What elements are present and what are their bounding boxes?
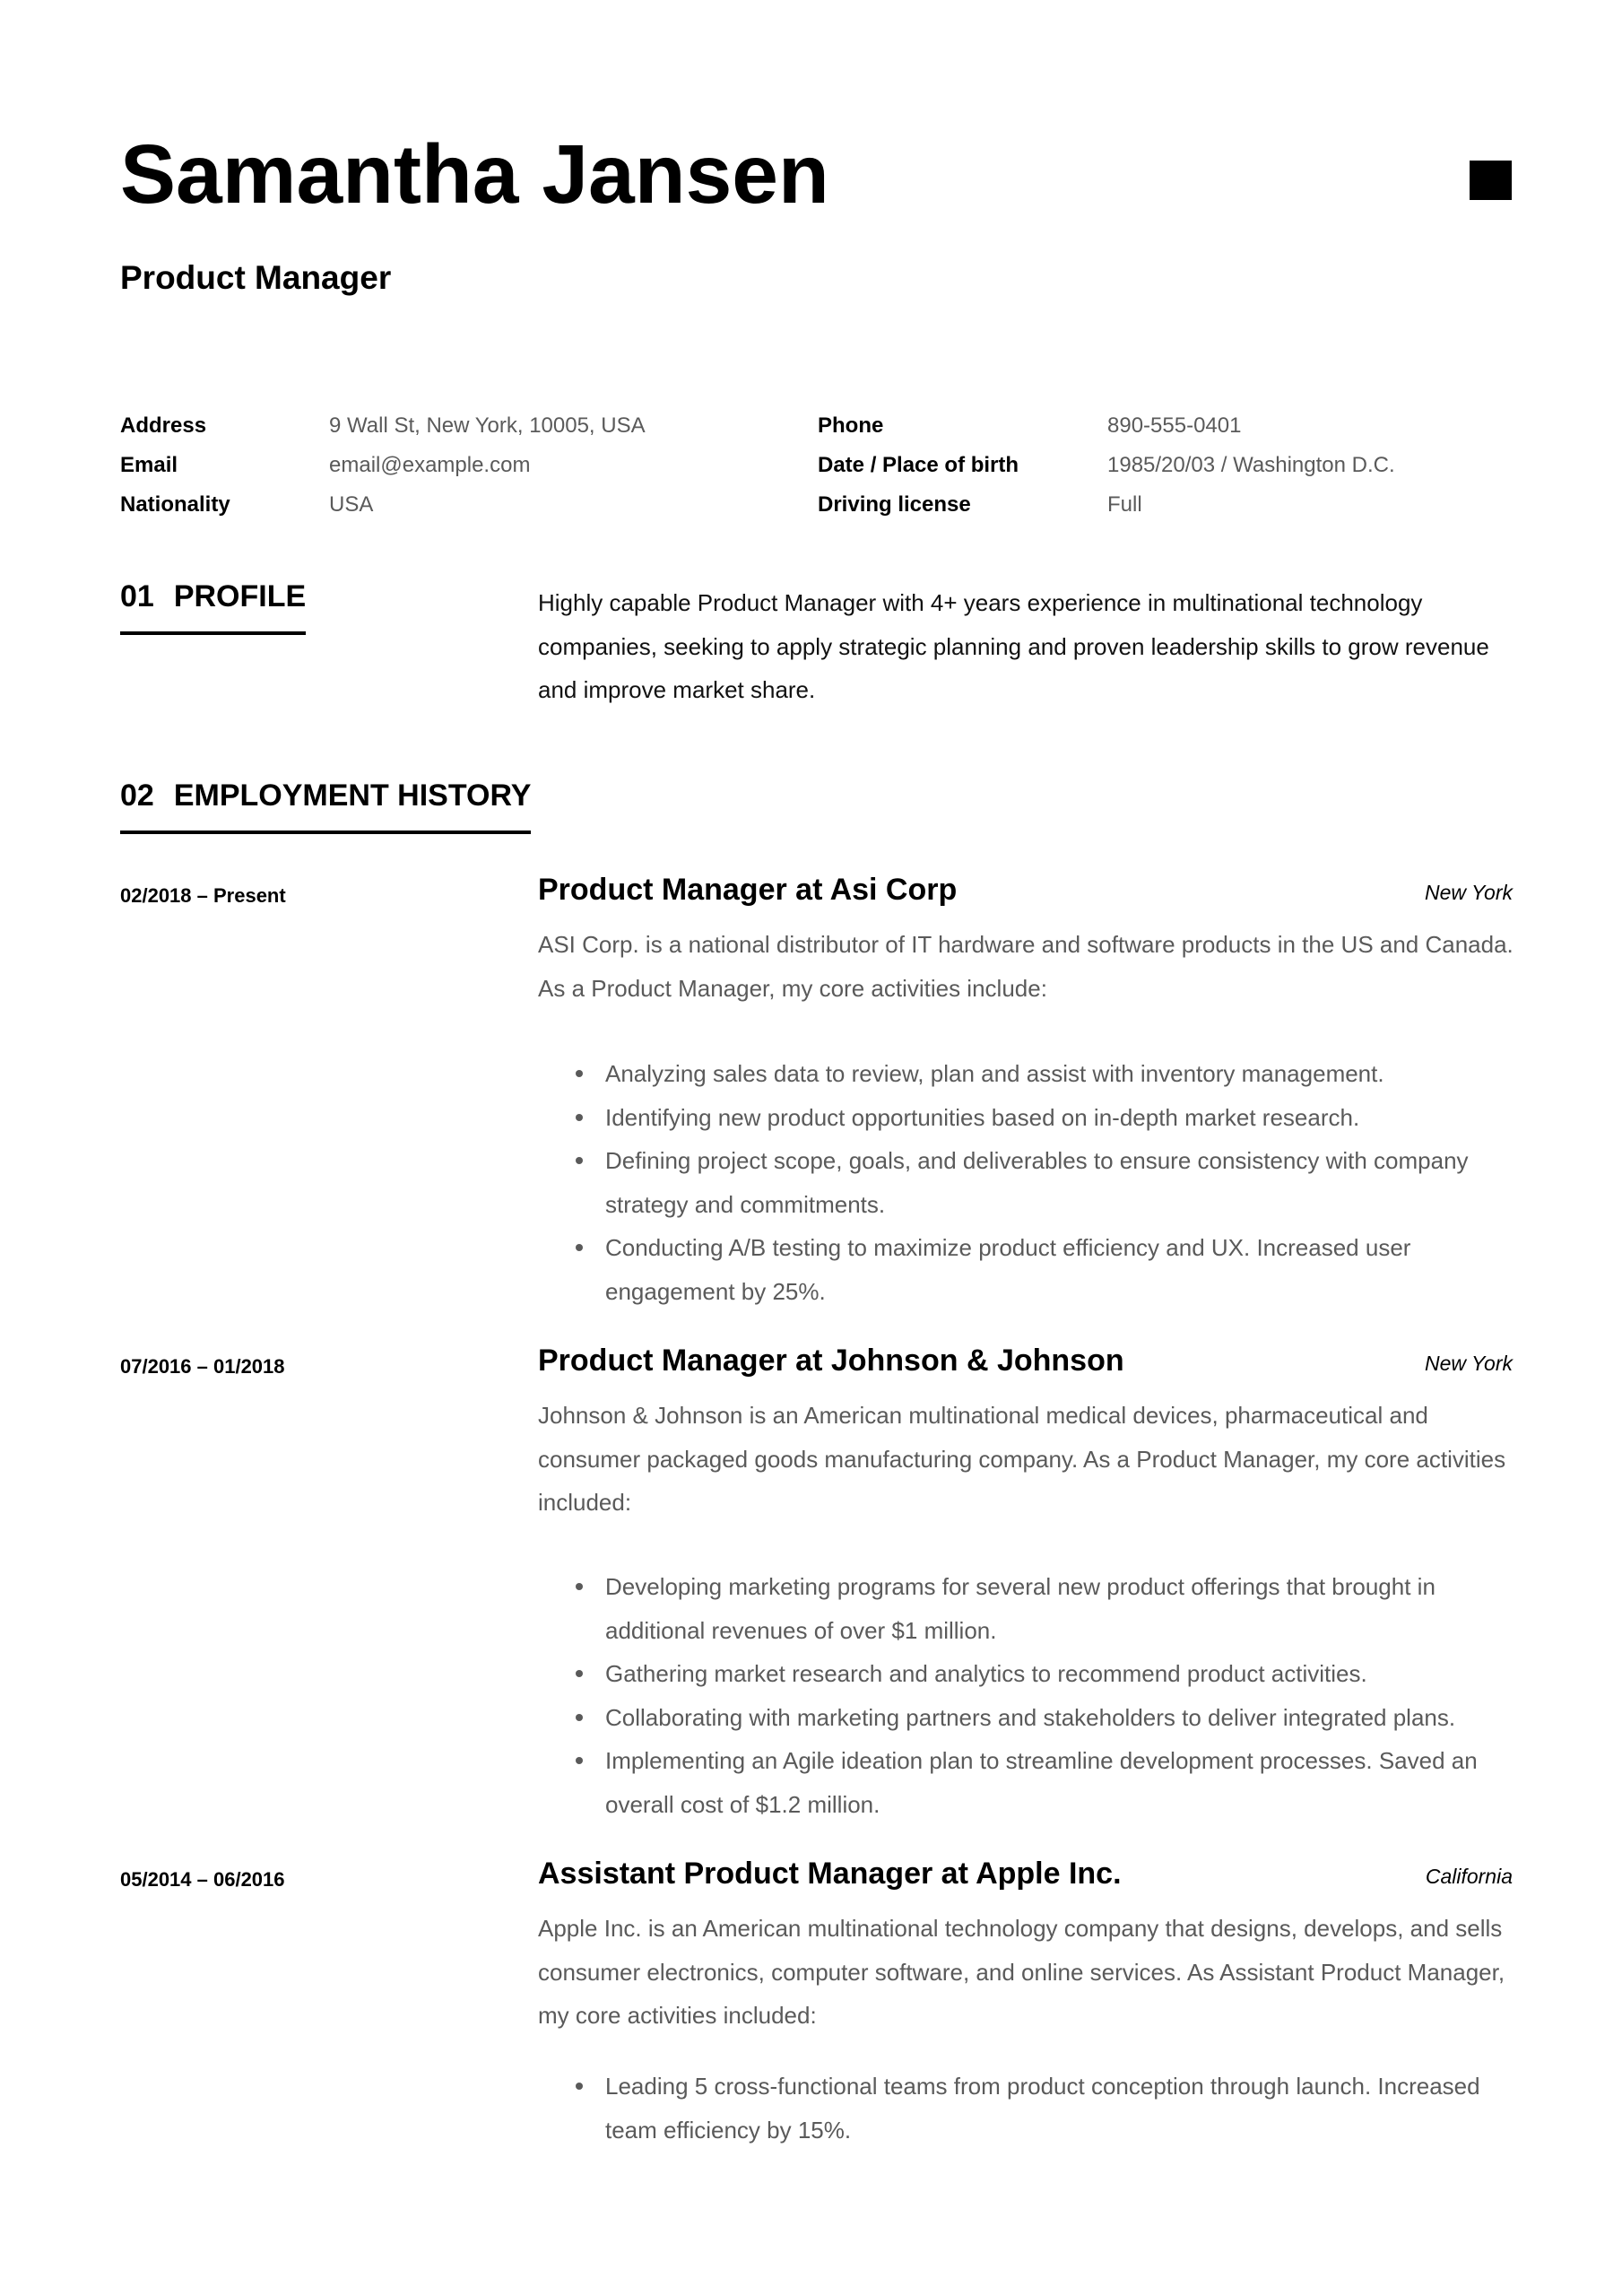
detail-value: 890-555-0401 bbox=[1107, 413, 1242, 438]
detail-label: Email bbox=[120, 453, 178, 477]
section-number: 02 bbox=[120, 778, 154, 813]
list-item: Collaborating with marketing partners and stakeholders to deliver integrated plans. bbox=[605, 1696, 1515, 1740]
employment-role: Product Manager at Asi Corp bbox=[538, 873, 958, 907]
detail-value: 9 Wall St, New York, 10005, USA bbox=[329, 413, 646, 438]
detail-row-phone bbox=[818, 406, 1395, 446]
personal-details-left bbox=[120, 406, 646, 525]
employment-description: Johnson & Johnson is an American multinational medical devices, pharmaceutical and consumer packaged goods manufacturing company. As a Product Manager, my core activities included: bbox=[538, 1402, 1506, 1516]
section-heading-employment bbox=[120, 780, 531, 834]
detail-label: Nationality bbox=[120, 492, 230, 517]
list-item: Developing marketing programs for several new product offerings that brought in additional revenues of over $1 million. bbox=[605, 1565, 1515, 1652]
employment-role: Product Manager at Johnson & Johnson bbox=[538, 1344, 1124, 1378]
section-number: 01 bbox=[120, 579, 154, 613]
employment-bullets bbox=[538, 1565, 1515, 1826]
employment-location: California bbox=[1425, 1865, 1513, 1888]
detail-label: Phone bbox=[818, 413, 884, 438]
list-item: Conducting A/B testing to maximize product efficiency and UX. Increased user engagement by 25%. bbox=[605, 1226, 1515, 1313]
list-item: Leading 5 cross-functional teams from product conception through launch. Increased team efficiency by 15%. bbox=[605, 2065, 1515, 2152]
detail-label: Address bbox=[120, 413, 207, 438]
employment-description: ASI Corp. is a national distributor of IT hardware and software products in the US and Canada. As a Product Manager, my core activities include: bbox=[538, 931, 1514, 1002]
detail-value: Full bbox=[1107, 492, 1142, 517]
detail-row-address bbox=[120, 406, 646, 446]
detail-value: USA bbox=[329, 492, 374, 517]
personal-details-right bbox=[818, 406, 1395, 525]
employment-dates: 05/2014 – 06/2016 bbox=[120, 1868, 285, 1891]
detail-value: 1985/20/03 / Washington D.C. bbox=[1107, 453, 1395, 477]
section-title: EMPLOYMENT HISTORY bbox=[173, 778, 532, 813]
employment-location: New York bbox=[1424, 1352, 1513, 1375]
detail-row-driving-license bbox=[818, 485, 1395, 525]
list-item: Defining project scope, goals, and deliverables to ensure consistency with company strategy and commitments. bbox=[605, 1139, 1515, 1226]
list-item: Implementing an Agile ideation plan to streamline development processes. Saved an overall cost of $1.2 million. bbox=[605, 1739, 1515, 1826]
candidate-job-title: Product Manager bbox=[120, 259, 392, 296]
detail-row-email bbox=[120, 446, 646, 485]
detail-value: email@example.com bbox=[329, 453, 531, 477]
section-heading-profile bbox=[120, 581, 306, 635]
employment-bullets bbox=[538, 2065, 1515, 2152]
detail-label: Date / Place of birth bbox=[818, 453, 1019, 477]
candidate-name: Samantha Jansen bbox=[120, 127, 829, 221]
employment-location: New York bbox=[1424, 881, 1513, 904]
detail-row-birth bbox=[818, 446, 1395, 485]
employment-description: Apple Inc. is an American multinational technology company that designs, develops, and sells consumer electronics, computer software, and online services. As Assistant Product Manager, my core activities included: bbox=[538, 1915, 1505, 2029]
list-item: Identifying new product opportunities based on in-depth market research. bbox=[605, 1096, 1515, 1140]
employment-dates: 07/2016 – 01/2018 bbox=[120, 1355, 285, 1378]
decorative-square-icon bbox=[1470, 161, 1512, 200]
employment-role: Assistant Product Manager at Apple Inc. bbox=[538, 1857, 1122, 1891]
section-title: PROFILE bbox=[173, 579, 307, 613]
list-item: Analyzing sales data to review, plan and assist with inventory management. bbox=[605, 1052, 1515, 1096]
detail-row-nationality bbox=[120, 485, 646, 525]
list-item: Gathering market research and analytics to recommend product activities. bbox=[605, 1652, 1515, 1696]
employment-bullets bbox=[538, 1052, 1515, 1313]
detail-label: Driving license bbox=[818, 492, 971, 517]
employment-dates: 02/2018 – Present bbox=[120, 884, 286, 907]
profile-summary: Highly capable Product Manager with 4+ years experience in multinational technology companies, seeking to apply strategic planning and proven leadership skills to grow revenue and improve market share. bbox=[538, 589, 1489, 703]
